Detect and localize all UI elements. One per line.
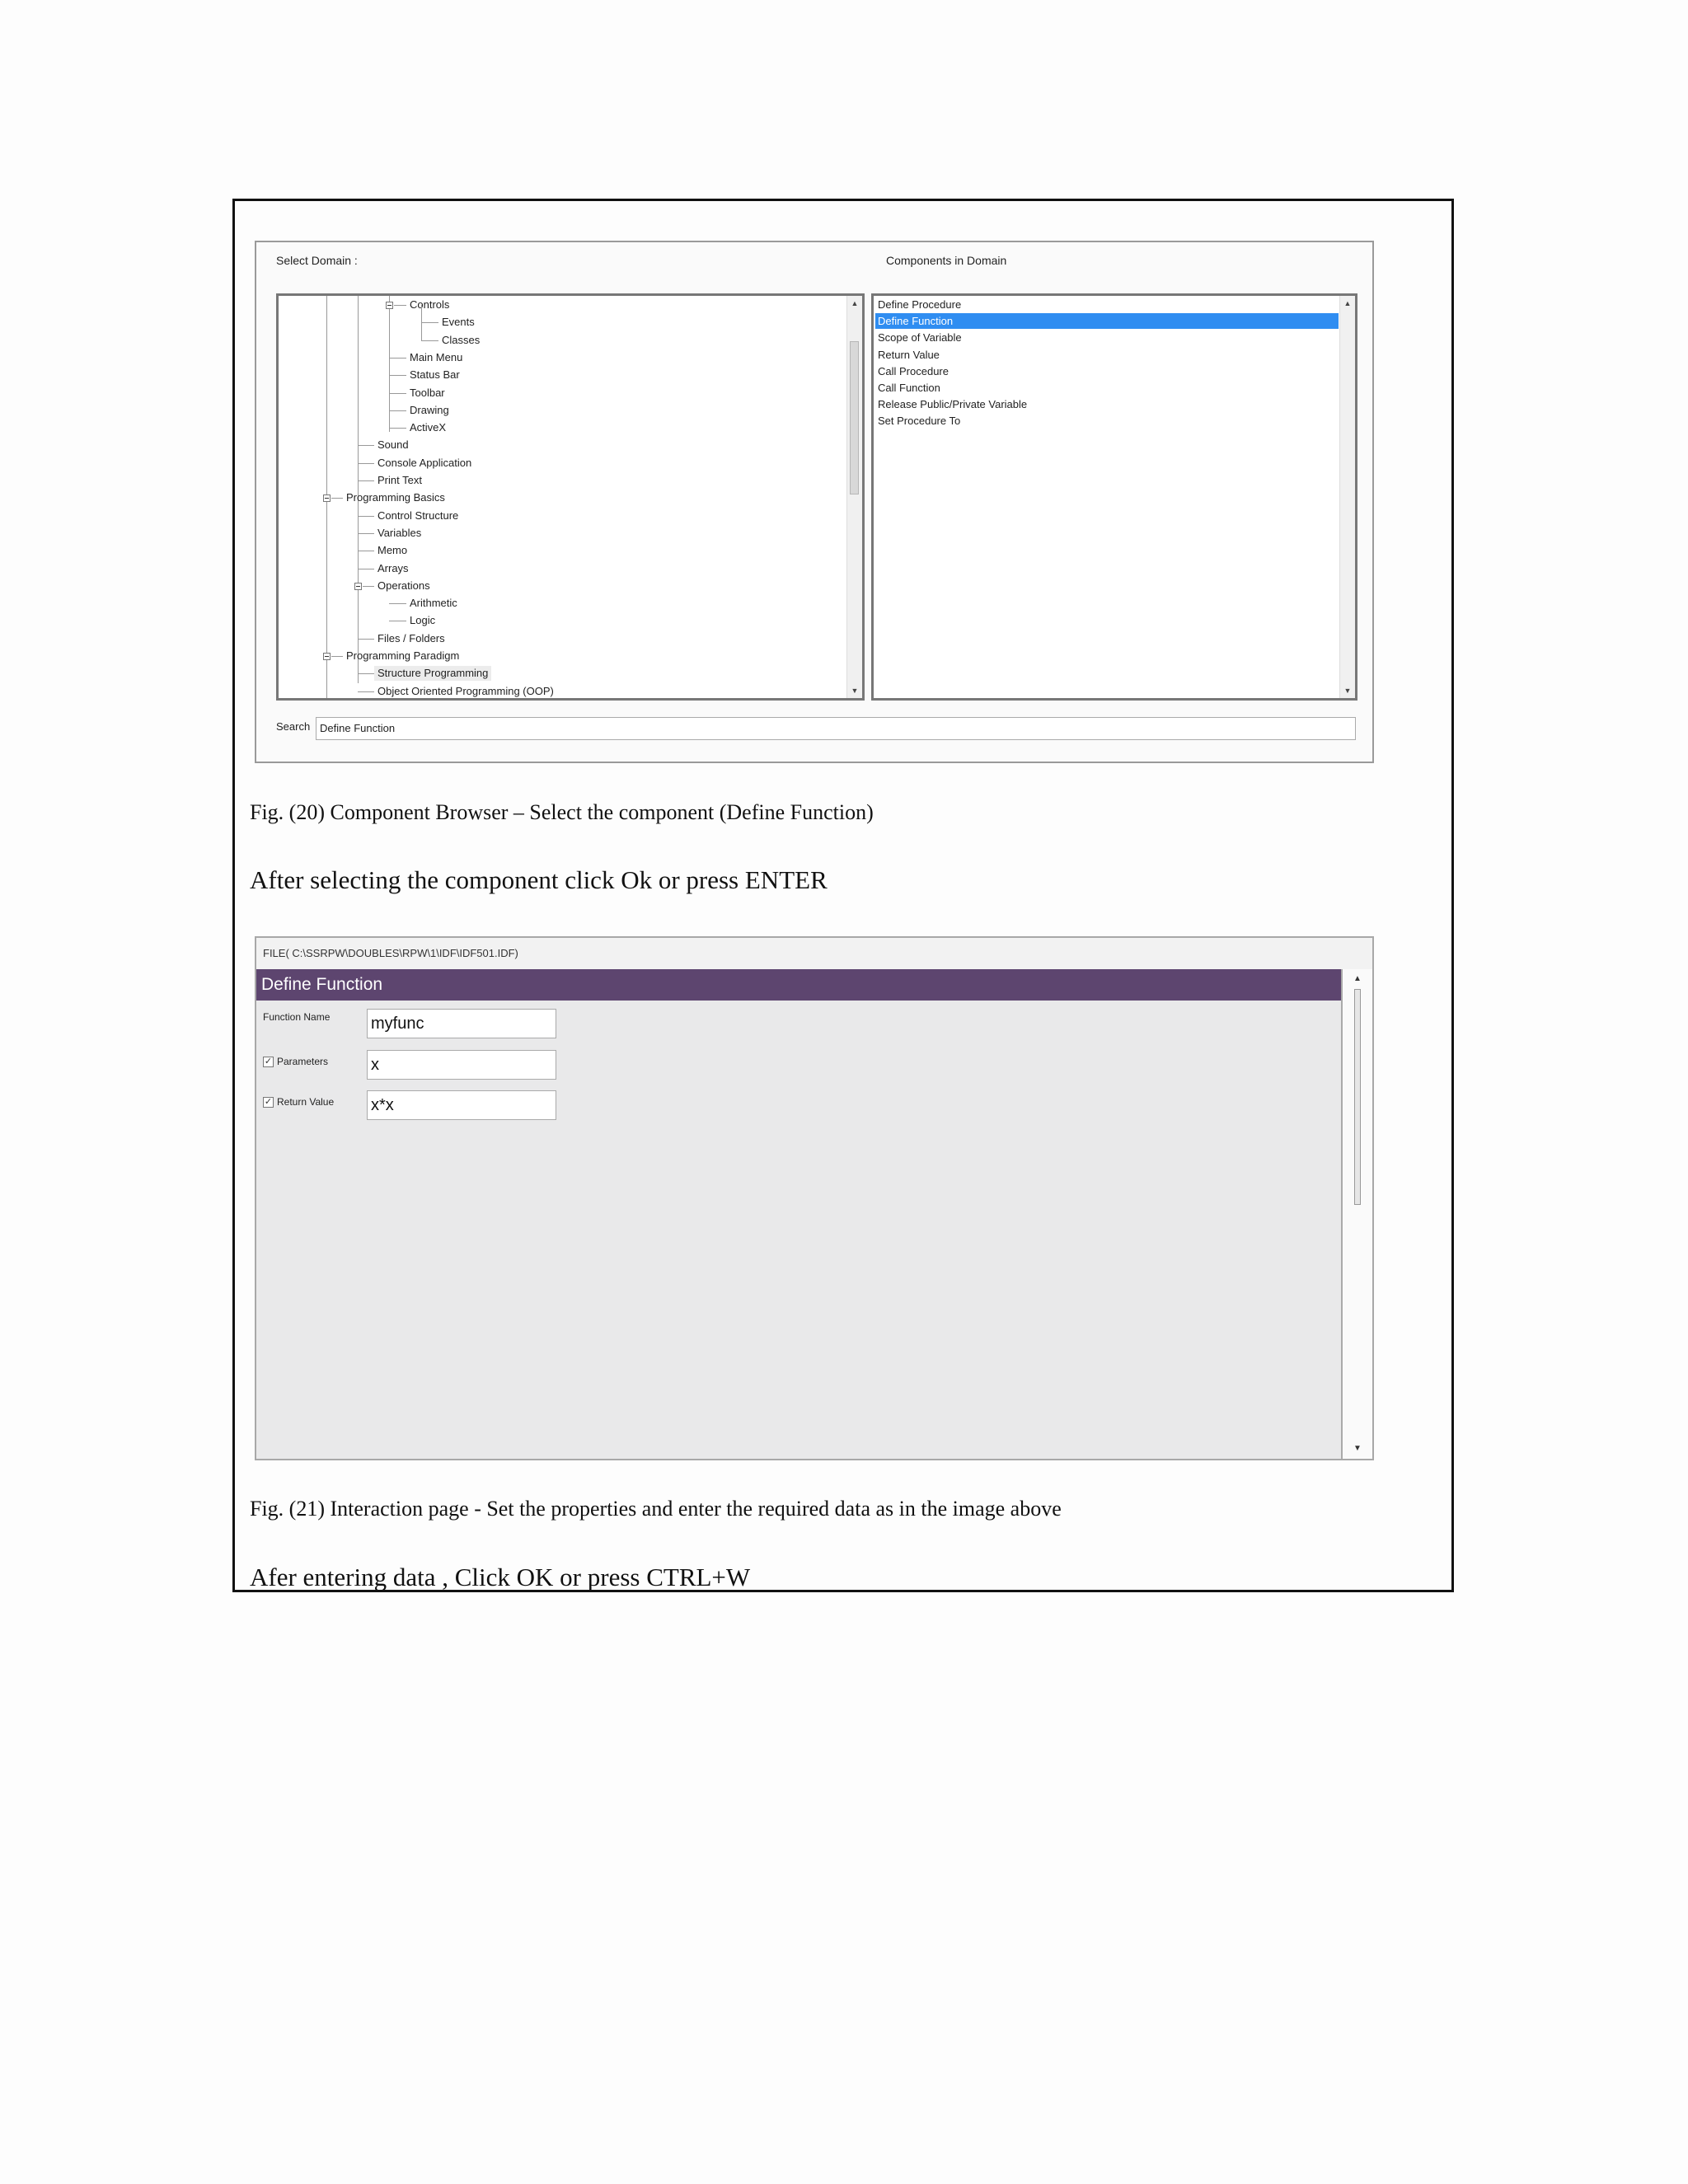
return-value-checkbox[interactable]: ✓ — [264, 1097, 273, 1107]
define-function-interaction — [255, 936, 1374, 1460]
tree-branch-line — [331, 498, 343, 499]
parameters-field[interactable]: x — [367, 1050, 556, 1080]
scroll-down-icon[interactable]: ▼ — [1343, 687, 1352, 695]
tree-branch-line — [389, 410, 406, 411]
tree-item[interactable]: Main Menu — [410, 350, 463, 363]
tree-branch-line — [358, 533, 374, 534]
interaction-scrollbar[interactable] — [1341, 969, 1372, 1459]
tree-item[interactable]: Status Bar — [410, 368, 460, 382]
tree-branch-line — [394, 305, 406, 306]
tree-item[interactable]: Drawing — [410, 403, 449, 416]
collapse-icon[interactable] — [323, 494, 331, 502]
scroll-up-icon[interactable]: ▲ — [851, 299, 859, 307]
tree-item[interactable]: ActiveX — [410, 421, 447, 434]
return-value-label: Return Value — [277, 1096, 335, 1108]
component-list-item[interactable]: Define Procedure — [878, 298, 962, 311]
tree-branch-line — [421, 322, 438, 323]
tree-item[interactable]: Logic — [410, 614, 436, 627]
tree-guide-line — [421, 323, 422, 340]
document-frame — [232, 199, 1454, 1592]
figure-20-caption: Fig. (20) Component Browser – Select the component (Define Function) — [250, 800, 874, 824]
scroll-down-icon[interactable]: ▼ — [851, 687, 859, 695]
tree-item[interactable]: Structure Programming — [374, 666, 491, 681]
tree-item[interactable]: Classes — [442, 333, 481, 346]
search-input[interactable]: Define Function — [316, 717, 1356, 740]
tree-guide-line — [389, 296, 390, 432]
tree-item[interactable]: Variables — [377, 526, 422, 539]
tree-branch-line — [389, 375, 406, 376]
component-browser — [255, 241, 1374, 763]
tree-item[interactable]: Toolbar — [410, 386, 445, 399]
tree-item[interactable]: Events — [442, 316, 475, 329]
tree-branch-line — [358, 516, 374, 517]
components-scrollbar[interactable] — [1339, 296, 1355, 698]
return-value-field[interactable]: x*x — [367, 1090, 556, 1120]
scroll-down-icon[interactable]: ▼ — [1353, 1444, 1362, 1453]
tree-item[interactable]: Object Oriented Programming (OOP) — [377, 684, 554, 697]
component-list-item[interactable]: Return Value — [878, 348, 940, 361]
components-in-domain-label: Components in Domain — [886, 254, 1007, 267]
collapse-icon[interactable] — [354, 583, 362, 590]
component-list-item[interactable]: Set Procedure To — [878, 415, 961, 428]
tree-branch-line — [358, 463, 374, 464]
tree-item[interactable]: Print Text — [377, 474, 422, 486]
tree-branch-line — [363, 586, 374, 587]
tree-item[interactable]: Files / Folders — [377, 631, 445, 644]
function-name-label: Function Name — [263, 1011, 331, 1023]
collapse-icon[interactable] — [323, 653, 331, 660]
parameters-checkbox[interactable]: ✓ — [264, 1057, 273, 1066]
scroll-up-icon[interactable]: ▲ — [1343, 299, 1352, 307]
component-list-item[interactable]: Scope of Variable — [878, 331, 962, 344]
tree-guide-line — [421, 305, 422, 322]
tree-branch-line — [358, 639, 374, 640]
instruction-enter-data: Afer entering data , Click OK or press CTRL+W — [250, 1563, 751, 1591]
tree-item[interactable]: Operations — [377, 579, 430, 592]
component-list-item[interactable]: Call Procedure — [878, 364, 949, 377]
figure-21-caption: Fig. (21) Interaction page - Set the properties and enter the required data as in the image above — [250, 1497, 1062, 1521]
component-list-item[interactable]: Define Function — [875, 313, 1339, 329]
tree-branch-line — [358, 480, 374, 481]
file-path-bar: FILE( C:\SSRPW\DOUBLES\RPW\1\IDF\IDF501.IDF) — [256, 938, 1372, 970]
tree-scroll-thumb[interactable] — [850, 341, 859, 494]
domain-tree[interactable] — [276, 293, 865, 701]
tree-item[interactable]: Sound — [377, 438, 409, 452]
tree-item[interactable]: Console Application — [377, 456, 472, 469]
tree-branch-line — [358, 691, 374, 692]
component-list-item[interactable]: Release Public/Private Variable — [878, 398, 1028, 411]
tree-branch-line — [421, 340, 438, 341]
parameters-label: Parameters — [277, 1056, 329, 1067]
tree-branch-line — [389, 603, 406, 604]
search-label: Search — [276, 720, 311, 733]
tree-branch-line — [358, 673, 374, 674]
tree-item[interactable]: Memo — [377, 544, 408, 557]
instruction-select-component: After selecting the component click Ok or press ENTER — [250, 865, 828, 894]
function-name-field[interactable]: myfunc — [367, 1009, 556, 1038]
tree-item[interactable]: Arrays — [377, 561, 409, 574]
components-list[interactable] — [871, 293, 1357, 701]
tree-guide-line — [358, 296, 359, 683]
tree-item[interactable]: Programming Paradigm — [346, 649, 460, 662]
tree-scrollbar[interactable] — [846, 296, 862, 698]
select-domain-label: Select Domain : — [276, 254, 358, 267]
tree-item[interactable]: Programming Basics — [346, 491, 445, 504]
collapse-icon[interactable] — [386, 302, 393, 309]
tree-item[interactable]: Arithmetic — [410, 597, 457, 610]
tree-branch-line — [389, 358, 406, 359]
interaction-scroll-thumb[interactable] — [1354, 989, 1361, 1205]
tree-branch-line — [331, 656, 343, 657]
tree-branch-line — [358, 445, 374, 446]
component-list-item[interactable]: Call Function — [878, 382, 940, 394]
tree-branch-line — [389, 393, 406, 394]
tree-item[interactable]: Control Structure — [377, 509, 459, 522]
tree-branch-line — [389, 428, 406, 429]
interaction-title: Define Function — [256, 969, 1341, 1001]
tree-item[interactable]: Controls — [410, 298, 450, 311]
scroll-up-icon[interactable]: ▲ — [1353, 974, 1362, 983]
